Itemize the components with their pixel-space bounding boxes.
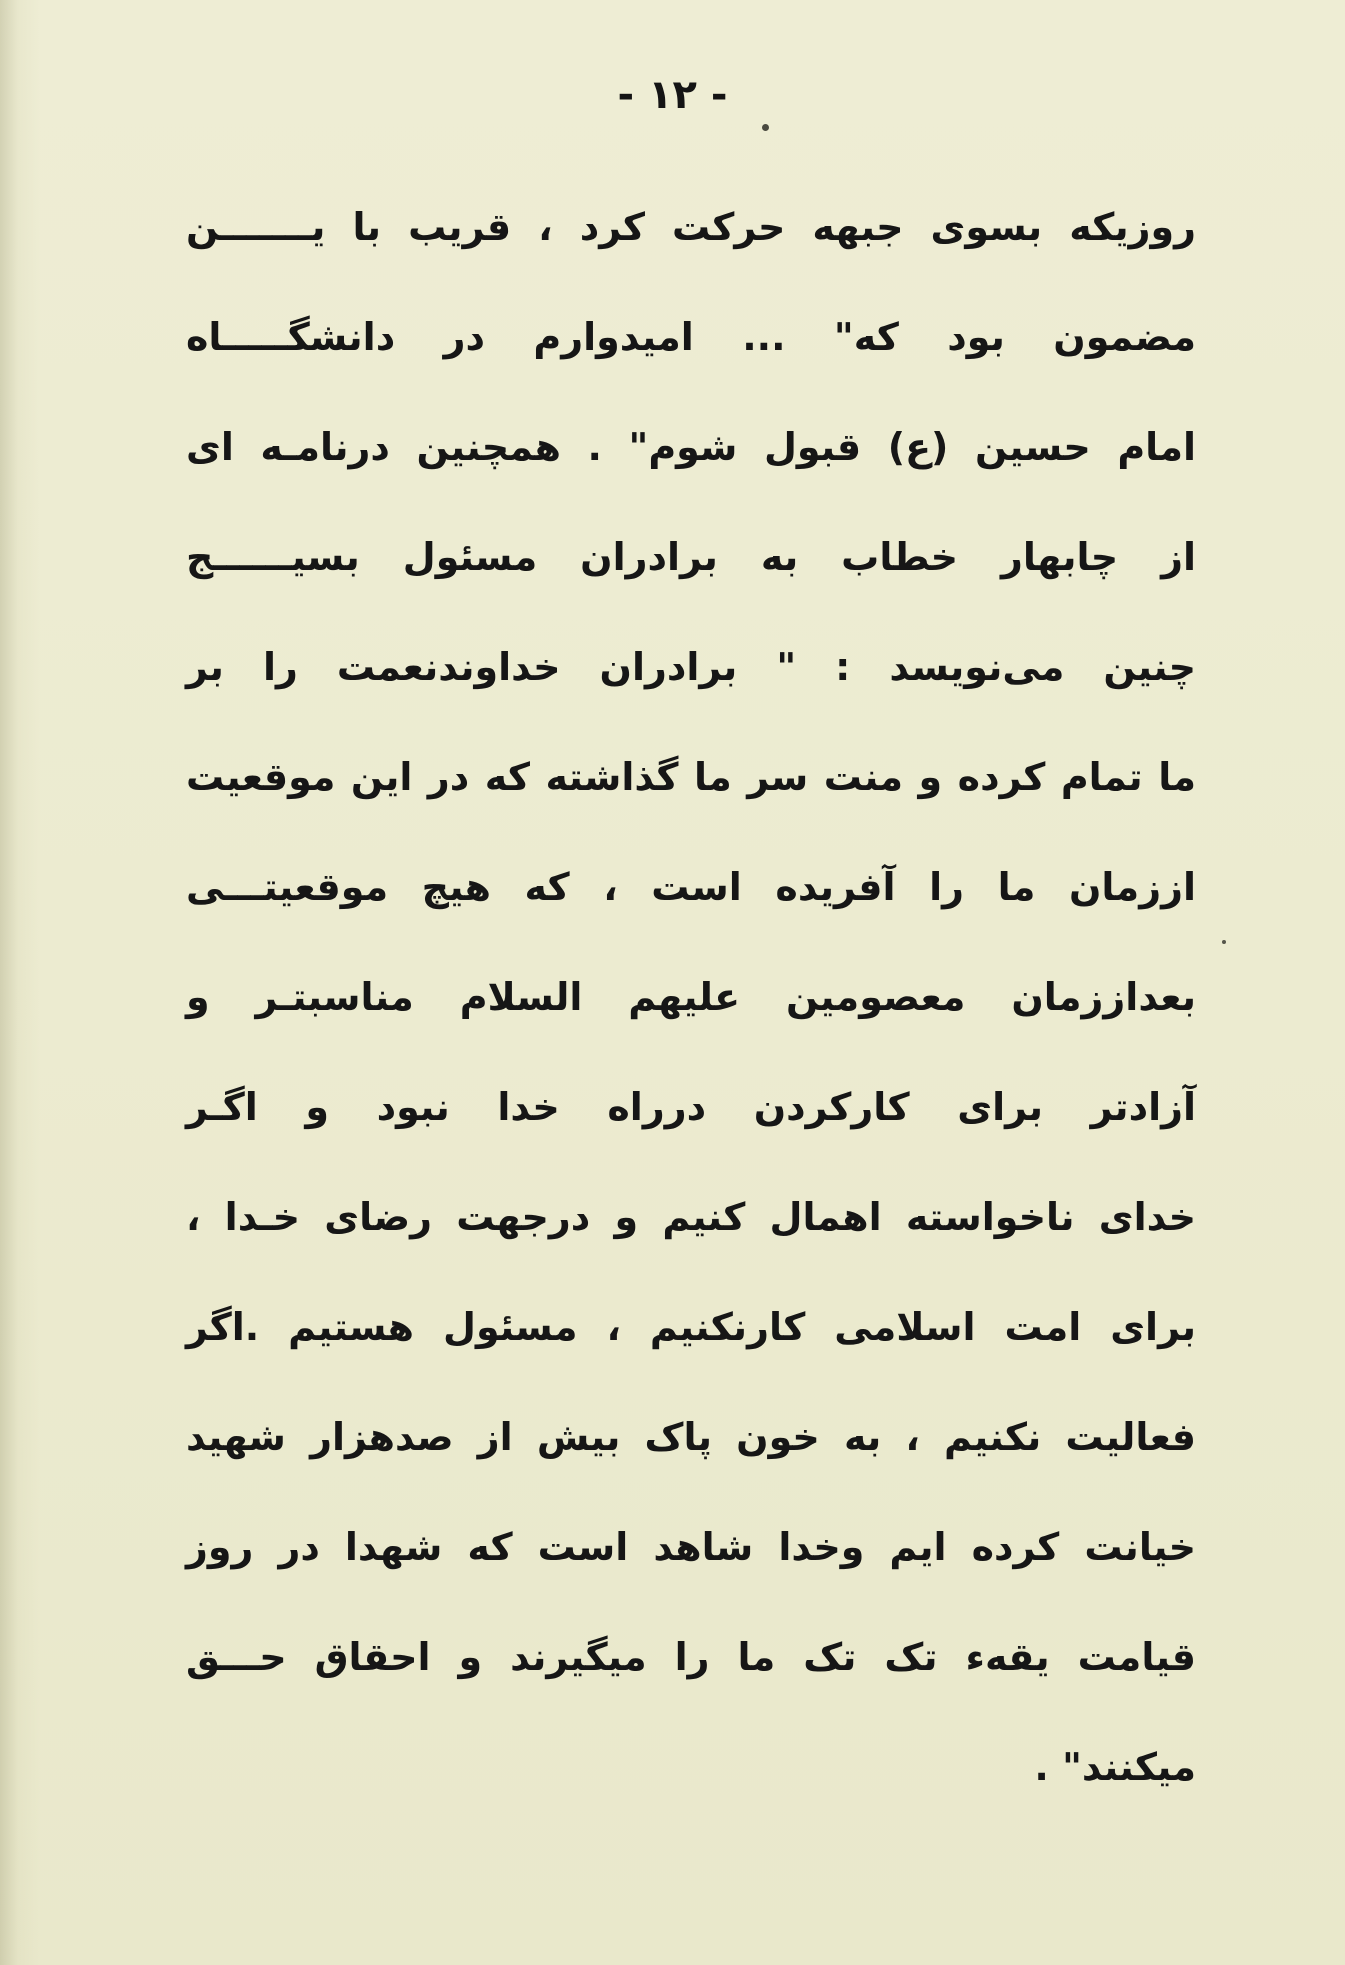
body-text bbox=[186, 192, 1196, 1842]
ink-speck bbox=[1222, 940, 1226, 944]
text-line: چنین می‌نویسد : " برادران خداوندنعمت را بر bbox=[186, 645, 1196, 689]
text-line: امام حسین (ع) قبول شوم" . همچنین درنامـه ای bbox=[186, 425, 1196, 469]
text-line: فعالیت نکنیم ، به خون پاک بیش از صدهزار شهید bbox=[186, 1415, 1196, 1459]
text-line: آزادتر برای کارکردن درراه خدا نبود و اگـر bbox=[186, 1085, 1196, 1129]
text-line: بعداززمان معصومین علیهم السلام مناسبتـر و bbox=[186, 975, 1196, 1019]
text-line: میکنند" . bbox=[1034, 1745, 1196, 1789]
text-line: ما تمام کرده و منت سر ما گذاشته که در این موقعیت bbox=[186, 755, 1196, 799]
ink-speck bbox=[762, 124, 769, 131]
text-line: اززمان ما را آفریده است ، که هیچ موقعیتـــی bbox=[186, 865, 1196, 909]
text-line: مضمون بود که" ... امیدوارم در دانشگـــــاه bbox=[186, 315, 1196, 359]
text-line: روزیکه بسوی جبهه حرکت کرد ، قریب با یـــــــن bbox=[186, 205, 1196, 249]
page-number: - ۱۲ - bbox=[617, 72, 728, 118]
text-line: خدای ناخواسته اهمال کنیم و درجهت رضای خـدا ، bbox=[186, 1195, 1196, 1239]
text-line: قیامت یقهء تک تک ما را میگیرند و احقاق حـــق bbox=[186, 1635, 1196, 1679]
text-line: از چابهار خطاب به برادران مسئول بسیــــــج bbox=[186, 535, 1196, 579]
text-line: خیانت کرده ایم وخدا شاهد است که شهدا در روز bbox=[186, 1525, 1196, 1569]
text-line: برای امت اسلامی کارنکنیم ، مسئول هستیم .اگر bbox=[186, 1305, 1196, 1349]
